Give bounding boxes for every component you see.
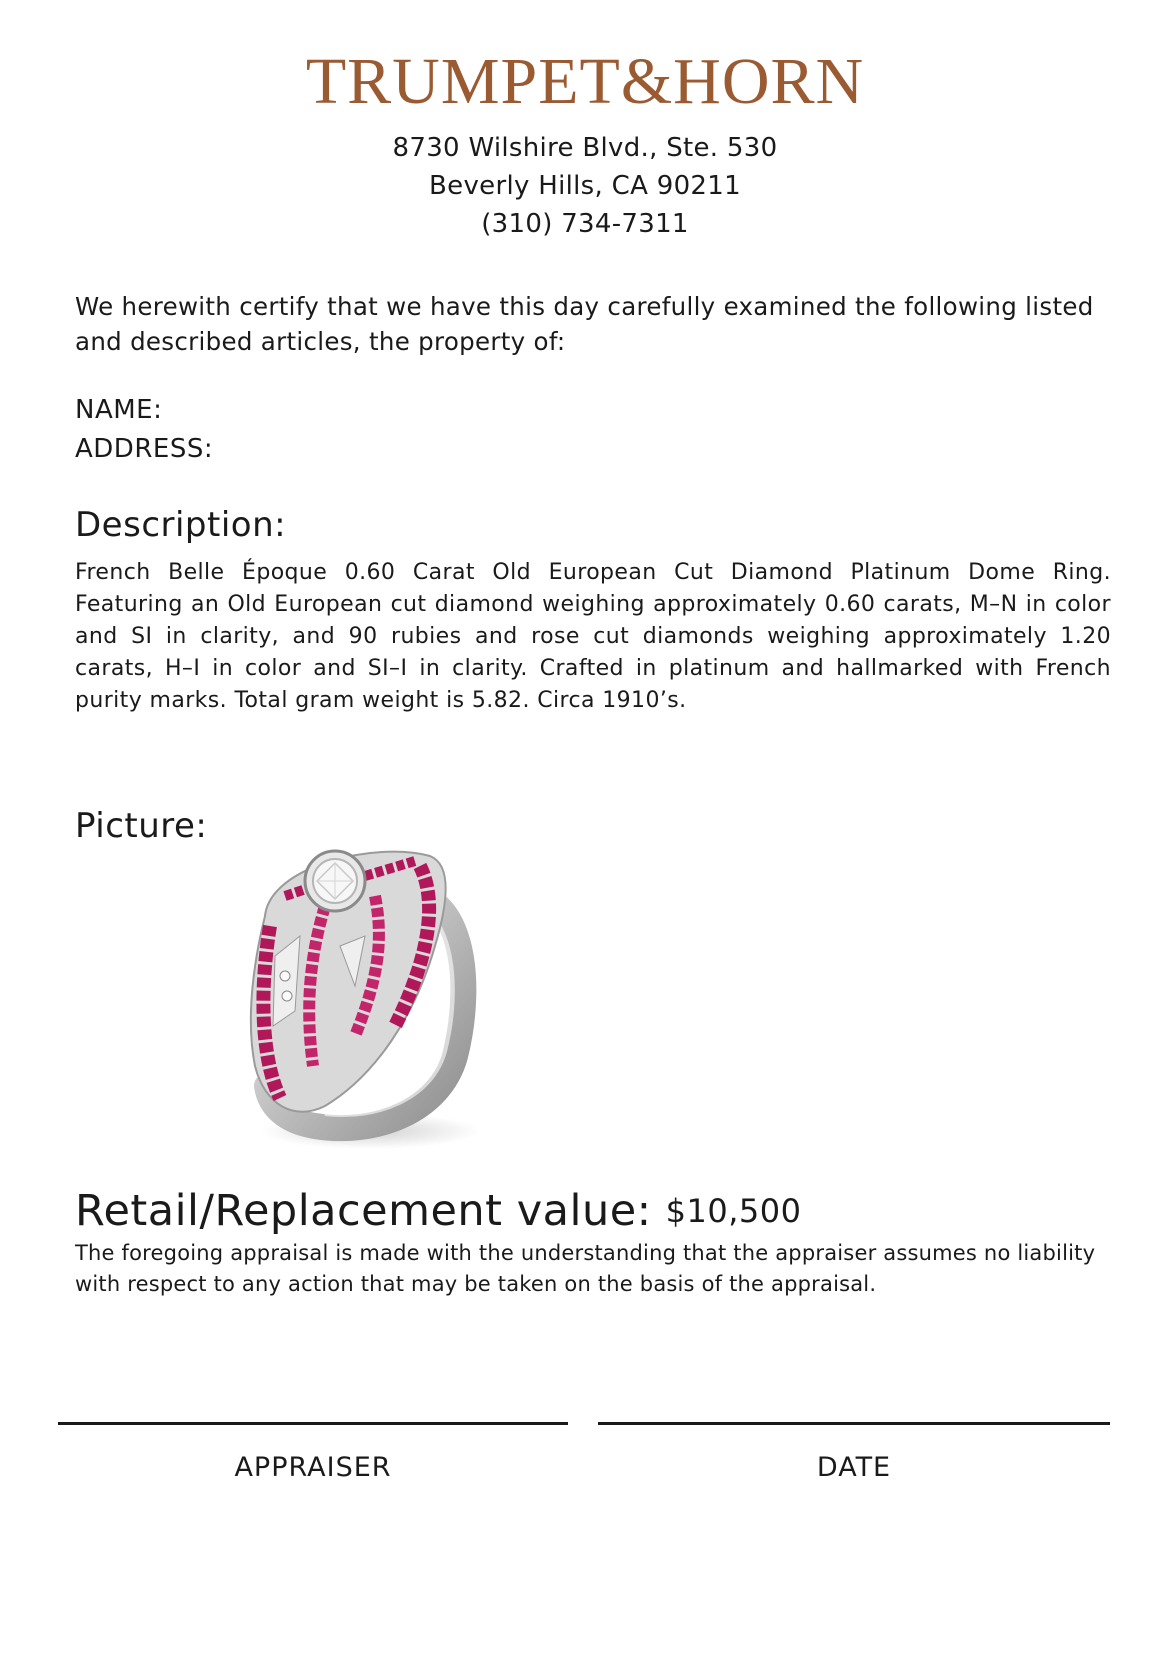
certification-statement: We herewith certify that we have this day carefully examined the following listed and described articles, the property of:: [75, 292, 1094, 356]
appraiser-label: APPRAISER: [234, 1452, 392, 1483]
picture-heading: Picture:: [75, 806, 208, 846]
valuation-row: [75, 1185, 801, 1237]
address-street: 8730 Wilshire Blvd., Ste. 530: [392, 133, 778, 163]
phone-number: (310) 734-7311: [481, 209, 689, 239]
address-label: ADDRESS:: [75, 434, 214, 464]
description-heading: Description:: [75, 505, 287, 545]
appraisal-disclaimer: The foregoing appraisal is made with the understanding that the appraiser assumes no liability with respect to any action that may be taken on the basis of the appraisal.: [75, 1241, 1096, 1296]
valuation-amount: $10,500: [665, 1192, 802, 1230]
name-label: NAME:: [75, 395, 163, 425]
brand-logo: TRUMPET&HORN: [305, 45, 865, 118]
ring-photo: [225, 836, 500, 1156]
appraiser-signature-line: [58, 1422, 568, 1425]
valuation-label: Retail/Replacement value:: [75, 1186, 652, 1236]
address-city: Beverly Hills, CA 90211: [429, 171, 741, 201]
description-text: French Belle Époque 0.60 Carat Old European Cut Diamond Platinum Dome Ring. Featuring an Old European cut diamond weighing approximately 0.60 carats, M–N in color and SI in clarity, and 90 rubies and rose cut diamonds weighing approximately 1.20 carats, H–I in color and SI–I in clarity. Crafted in platinum and hallmarked with French purity marks. Total gram weight is 5.82. Circa 1910’s.: [75, 560, 1111, 713]
date-label: DATE: [816, 1452, 892, 1483]
date-signature-line: [598, 1422, 1110, 1425]
